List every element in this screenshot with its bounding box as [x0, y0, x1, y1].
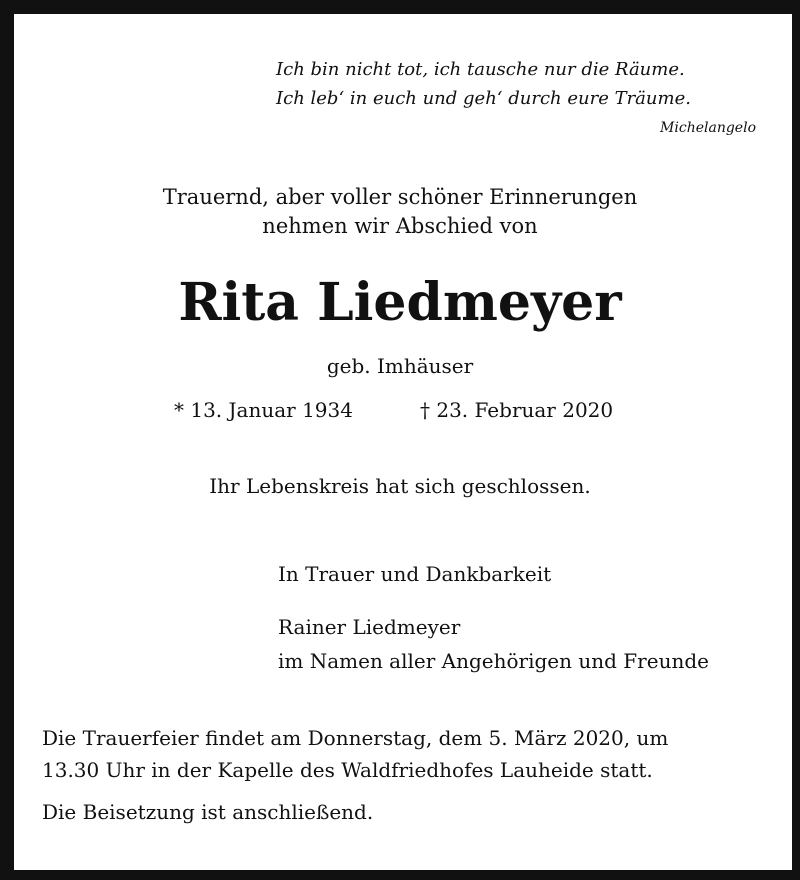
mourner-name: Rainer Liedmeyer: [278, 615, 461, 639]
quote-author: Michelangelo: [660, 120, 756, 136]
quote-line-2: Ich leb‘ in euch und geh‘ durch eure Träume.: [276, 88, 691, 109]
ceremony-line-2: 13.30 Uhr in der Kapelle des Waldfriedhofes Lauheide statt.: [42, 758, 653, 782]
intro-line-1: Trauernd, aber voller schöner Erinnerungen: [162, 185, 638, 209]
birth-date: * 13. Januar 1934: [174, 398, 353, 422]
deceased-name: Rita Liedmeyer: [178, 272, 622, 333]
burial-notice: Die Beisetzung ist anschließend.: [42, 800, 374, 824]
death-date: † 23. Februar 2020: [420, 398, 614, 422]
mourners-others: im Namen aller Angehörigen und Freunde: [278, 649, 709, 673]
motto-line: Ihr Lebenskreis hat sich geschlossen.: [209, 474, 591, 498]
maiden-name: geb. Imhäuser: [326, 354, 474, 378]
mourners-heading: In Trauer und Dankbarkeit: [278, 562, 552, 586]
ceremony-line-1: Die Trauerfeier findet am Donnerstag, dem 5. März 2020, um: [42, 726, 669, 750]
intro-line-2: nehmen wir Abschied von: [262, 214, 538, 238]
quote-line-1: Ich bin nicht tot, ich tausche nur die Räume.: [276, 59, 685, 80]
